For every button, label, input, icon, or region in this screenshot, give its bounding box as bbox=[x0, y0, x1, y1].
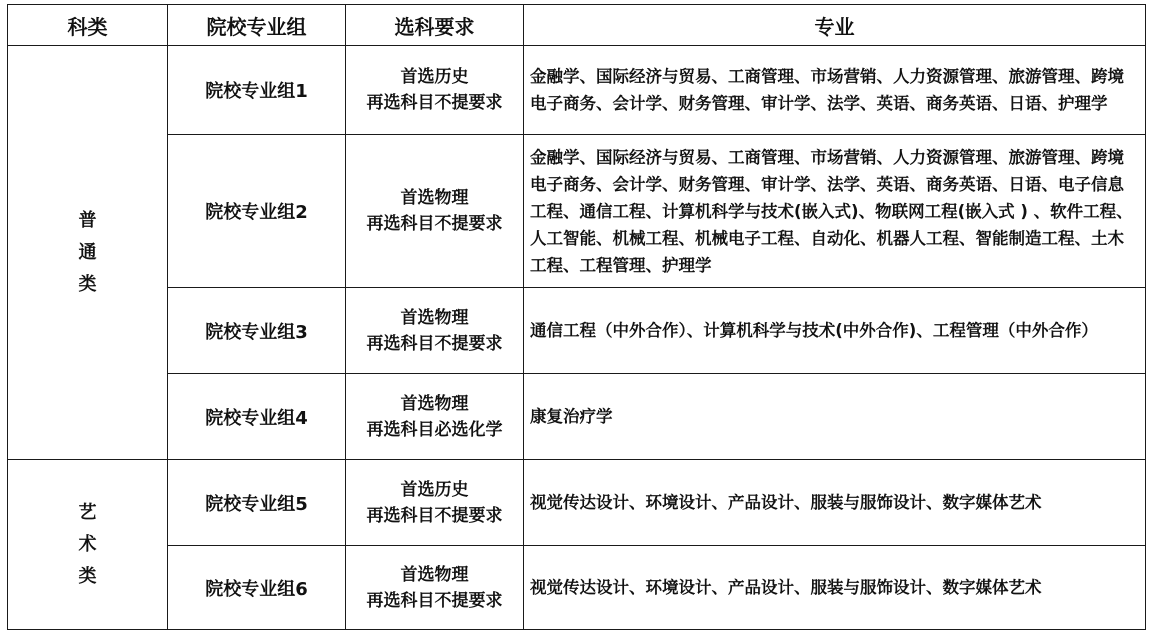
group-cell: 院校专业组4 bbox=[168, 374, 346, 460]
header-requirement: 选科要求 bbox=[346, 5, 524, 46]
requirement-cell bbox=[346, 288, 524, 374]
group-cell: 院校专业组5 bbox=[168, 460, 346, 546]
majors-cell: 金融学、国际经济与贸易、工商管理、市场营销、人力资源管理、旅游管理、跨境电子商务、会计学、财务管理、审计学、法学、英语、商务英语、日语、电子信息工程、通信工程、计算机科学与技术(嵌入式)、物联网工程(嵌入式 ) 、软件工程、人工智能、机械工程、机械电子工程、自动化、机器人工程、智能制造工程、土木工程、工程管理、护理学 bbox=[524, 135, 1146, 288]
table-row bbox=[8, 374, 1146, 460]
requirement-line-2: 再选科目不提要求 bbox=[366, 505, 503, 526]
requirement-cell bbox=[346, 460, 524, 546]
majors-cell: 通信工程（中外合作）、计算机科学与技术(中外合作)、工程管理（中外合作） bbox=[524, 288, 1146, 374]
requirement-line-2: 再选科目不提要求 bbox=[366, 214, 503, 234]
requirement-cell bbox=[346, 546, 524, 630]
requirement-line-2: 再选科目不提要求 bbox=[366, 93, 503, 113]
requirement-line-1: 首选物理 bbox=[400, 393, 469, 414]
category-char: 术 bbox=[78, 533, 97, 555]
category-char: 类 bbox=[78, 565, 97, 587]
header-category: 科类 bbox=[8, 5, 168, 46]
requirement-cell bbox=[346, 135, 524, 288]
table-row bbox=[8, 546, 1146, 630]
table-row bbox=[8, 288, 1146, 374]
majors-cell: 视觉传达设计、环境设计、产品设计、服装与服饰设计、数字媒体艺术 bbox=[524, 546, 1146, 630]
requirement-line-1: 首选物理 bbox=[400, 307, 469, 328]
table-header-row bbox=[8, 5, 1146, 46]
requirement-line-1: 首选历史 bbox=[400, 67, 469, 87]
requirement-line-2: 再选科目必选化学 bbox=[366, 419, 503, 440]
major-group-table bbox=[7, 4, 1146, 630]
group-cell: 院校专业组2 bbox=[168, 135, 346, 288]
table-row bbox=[8, 46, 1146, 135]
header-group: 院校专业组 bbox=[168, 5, 346, 46]
majors-cell: 视觉传达设计、环境设计、产品设计、服装与服饰设计、数字媒体艺术 bbox=[524, 460, 1146, 546]
table-container bbox=[7, 4, 1146, 630]
table-row bbox=[8, 135, 1146, 288]
requirement-line-2: 再选科目不提要求 bbox=[366, 333, 503, 354]
majors-cell: 康复治疗学 bbox=[524, 374, 1146, 460]
group-cell: 院校专业组3 bbox=[168, 288, 346, 374]
group-cell: 院校专业组1 bbox=[168, 46, 346, 135]
category-cell-general bbox=[8, 46, 168, 460]
table-row bbox=[8, 460, 1146, 546]
requirement-cell bbox=[346, 374, 524, 460]
category-char: 类 bbox=[78, 273, 97, 295]
group-cell: 院校专业组6 bbox=[168, 546, 346, 630]
requirement-line-1: 首选物理 bbox=[400, 564, 469, 585]
header-majors: 专业 bbox=[524, 5, 1146, 46]
requirement-line-2: 再选科目不提要求 bbox=[366, 590, 503, 611]
category-char: 艺 bbox=[78, 501, 97, 523]
category-cell-art bbox=[8, 460, 168, 630]
requirement-line-1: 首选历史 bbox=[400, 479, 469, 500]
majors-cell: 金融学、国际经济与贸易、工商管理、市场营销、人力资源管理、旅游管理、跨境电子商务、会计学、财务管理、审计学、法学、英语、商务英语、日语、护理学 bbox=[524, 46, 1146, 135]
requirement-cell bbox=[346, 46, 524, 135]
requirement-line-1: 首选物理 bbox=[400, 188, 469, 208]
category-char: 普 bbox=[78, 209, 97, 231]
category-char: 通 bbox=[78, 241, 97, 263]
